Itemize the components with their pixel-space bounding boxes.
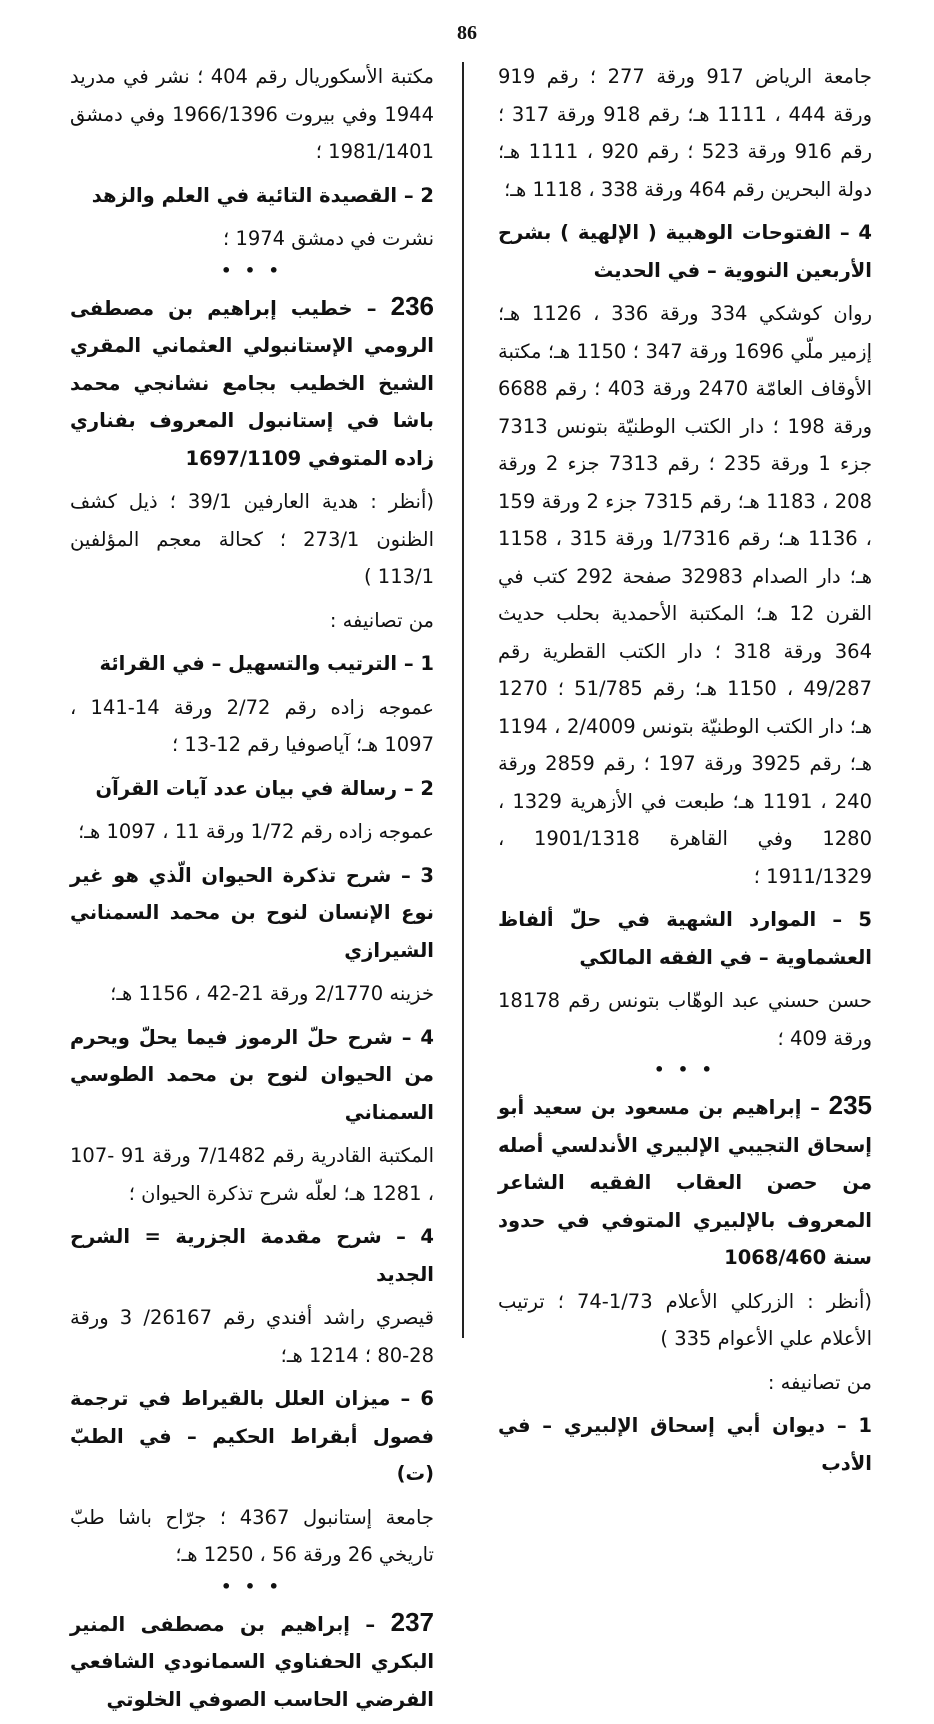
manuscript-list: المكتبة القادرية رقم 7/1482 ورقة 91 -107 ، 1281 هـ؛ لعلّه شرح تذكرة الحيوان ؛ — [70, 1144, 434, 1205]
manuscript-list: حسن حسني عبد الوهّاب بتونس رقم 18178 ورقة 409 ؛ — [498, 989, 872, 1050]
entry-heading — [70, 288, 434, 478]
left-column — [70, 58, 434, 1724]
section-separator: • • • — [654, 1060, 716, 1079]
work-title: 4 – شرح حلّ الرموز فيما يحلّ ويحرم من الحيوان لنوح بن محمد الطوسي السمناني — [70, 1025, 434, 1124]
work-title: 6 – ميزان العلل بالقيراط في ترجمة فصول أبقراط الحكيم – في الطبّ (ت) — [70, 1387, 434, 1485]
manuscript-list: قيصري راشد أفندي رقم 26167/ 3 ورقة 28-80 ؛ 1214 هـ؛ — [70, 1306, 434, 1367]
manuscript-list: خزينه 2/1770 ورقة 21-42 ، 1156 هـ؛ — [110, 982, 434, 1005]
section-separator: • • • — [221, 1576, 283, 1596]
entry-title: – إبراهيم بن مصطفى المنير البكري الحفناوي السمانودي الشافعي الفرضي الحاسب الصوفي الخلوتي — [70, 1612, 434, 1711]
work-title: 4 – شرح مقدمة الجزرية = الشرح الجديد — [70, 1225, 434, 1286]
section-separator: • • • — [221, 260, 283, 280]
manuscript-list: روان كوشكي 334 ورقة 336 ، 1126 هـ؛ إزمير ملّي 1696 ورقة 347 ؛ 1150 هـ؛ مكتبة الأوقاف العامّة 2470 ورقة 403 ؛ رقم 6688 ورقة 198 ؛ دار الكتب الوطنيّة بتونس 7313 جزء 1 ورقة 235 ؛ رقم 7313 جزء 2 ورقة 208 ، 1183 هـ؛ رقم 7315 جزء 2 ورقة 159 ، 1136 هـ؛ رقم 1/7316 ورقة 315 ، 1158 هـ؛ دار الصدام 32983 صفحة 292 كتب في القرن 12 هـ؛ المكتبة الأحمدية بحلب حديث 364 ورقة 318 ؛ دار الكتب القطرية رقم 49/287 ، 1150 هـ؛ رقم 51/785 ؛ 1270 هـ؛ دار الكتب الوطنيّة بتونس 2/4009 ، 1194 هـ؛ رقم 3925 ورقة 197 ؛ رقم 2859 ورقة 240 ، 1191 هـ؛ طبعت في الأزهرية 1329 ، 1280 وفي القاهرة 1901/1318 ، 1911/1329 ؛ — [498, 302, 873, 888]
page-number: 86 — [457, 22, 477, 44]
entry-title: – خطيب إبراهيم بن مصطفى الرومي الإستانبولي العثماني المقري الشيخ الخطيب بجامع نشانجي محمد باشا في إستانبول المعروف بفناري زاده المتوفي 1697/1109 — [70, 296, 434, 470]
manuscript-list: عموجه زاده رقم 1/72 ورقة 11 ، 1097 هـ؛ — [78, 820, 434, 843]
work-title: 5 – الموارد الشهية في حلّ ألفاظ العشماوية – في الفقه المالكي — [498, 908, 872, 969]
work-title: 1 – الترتيب والتسهيل – في القرائة — [99, 652, 434, 675]
entry-number: 235 — [828, 1090, 872, 1120]
column-divider — [462, 62, 464, 1338]
entry-heading — [70, 1604, 434, 1719]
work-title: 2 – رسالة في بيان عدد آيات القرآن — [95, 776, 434, 800]
work-title: 4 – الفتوحات الوهبية ( الإلهية ) بشرح الأربعين النووية – في الحديث — [498, 221, 872, 282]
right-column — [498, 58, 872, 1488]
work-title: 3 – شرح تذكرة الحيوان الّذي هو غير نوع الإنسان لنوح بن محمد السمناني الشيرازي — [70, 863, 434, 962]
work-title: 2 – القصيدة التائية في العلم والزهد — [91, 183, 434, 207]
entry-number: 236 — [390, 290, 434, 321]
manuscript-list: جامعة الرياض 917 ورقة 277 ؛ رقم 919 ورقة 444 ، 1111 هـ؛ رقم 918 ورقة 317 ؛ رقم 916 ورقة 523 ؛ رقم 920 ، 1111 هـ؛ دولة البحرين رقم 464 ورقة 338 ، 1118 هـ؛ — [498, 65, 872, 201]
entry-number: 237 — [390, 1606, 434, 1637]
manuscript-list: نشرت في دمشق 1974 ؛ — [223, 227, 434, 250]
manuscript-list: عموجه زاده رقم 2/72 ورقة 14-141 ، 1097 هـ؛ آياصوفيا رقم 12-13 ؛ — [70, 695, 434, 756]
works-label: من تصانيفه : — [767, 1370, 872, 1394]
manuscript-list: جامعة إستانبول 4367 ؛ جرّاح باشا طبّ تاريخي 26 ورقة 56 ، 1250 هـ؛ — [70, 1505, 434, 1566]
manuscript-list: مكتبة الأسكوريال رقم 404 ؛ نشر في مدريد 1944 وفي بيروت 1966/1396 وفي دمشق 1981/1401 ؛ — [70, 65, 434, 163]
entry-references: (أنظر : الزركلي الأعلام 1/73-74 ؛ ترتيب الأعلام علي الأعوام 335 ) — [498, 1289, 873, 1350]
entry-title: – إبراهيم بن مسعود بن سعيد أبو إسحاق التجيبي الإلبيري الأندلسي أصله من حصن العقاب الفقيه الشاعر المعروف بالإلبيري المتوفي في حدود سنة 1068/460 — [498, 1096, 872, 1269]
entry-references: (أنظر : هدية العارفين 39/1 ؛ ذيل كشف الظنون 273/1 ؛ كحالة معجم المؤلفين 113/1 ) — [70, 490, 434, 588]
entry-heading — [498, 1087, 872, 1277]
work-title: 1 – ديوان أبي إسحاق الإلبيري – في الأدب — [498, 1414, 872, 1475]
works-label: من تصانيفه : — [329, 608, 434, 632]
